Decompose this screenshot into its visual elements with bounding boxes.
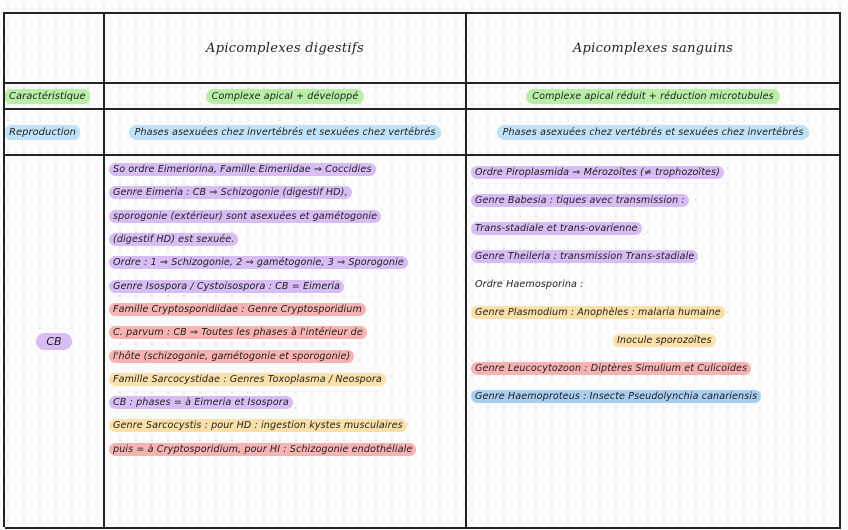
note-text: Genre Leucocytozoon : Diptères Simulium et Culicoïdes [471,362,751,375]
caracteristique-col1 [105,84,467,110]
note-text: Genre Sarcocystis : pour HD : ingestion kystes musculaires [109,419,407,432]
note-line [109,251,461,274]
caracteristique-col2-text: Complexe apical réduit + réduction microtubules [526,89,779,104]
note-text: puis = à Cryptosporidium, pour HI : Schizogonie endothéliale [109,443,416,456]
corner-cell [5,14,105,84]
note-line [471,158,835,186]
reproduction-col2 [467,110,841,156]
note-line [109,181,461,204]
note-line [471,354,835,382]
note-line [109,321,461,344]
row-label-cb [5,156,105,529]
reproduction-col1 [105,110,467,156]
note-line [109,438,461,461]
note-text: Genre Eimeria : CB ⇒ Schizogonie (digestif HD), [109,186,352,199]
note-line [471,186,835,214]
note-line [109,368,461,391]
note-text: Ordre Haemosporina : [475,278,584,290]
cb-col2 [467,156,841,529]
note-line [471,326,835,354]
note-text: Famille Cryptosporidiidae : Genre Cryptosporidium [109,303,366,316]
cb-col2-lines [467,156,839,412]
header-digestifs-text: Apicomplexes digestifs [206,40,364,56]
note-line [109,158,461,181]
note-line [471,242,835,270]
note-text: Famille Sarcocystidae : Genres Toxoplasma / Neospora [109,373,386,386]
note-line [471,270,835,298]
caracteristique-col1-text: Complexe apical + développé [206,89,365,104]
note-text: CB : phases = à Eimeria et Isospora [109,396,293,409]
note-text: l'hôte (schizogonie, gamétogonie et sporogonie) [109,350,354,363]
note-text: Ordre : 1 ⇒ Schizogonie, 2 ⇒ gamétogonie, 3 ⇒ Sporogonie [109,256,408,269]
header-digestifs [105,14,467,84]
note-line [109,344,461,367]
note-text: So ordre Eimeriorina, Famille Eimeriidae ⇒ Coccidies [109,163,376,176]
note-line [109,298,461,321]
note-line [109,391,461,414]
note-text: Genre Isospora / Cystoisospora : CB = Eimeria [109,280,344,293]
note-text: Genre Plasmodium : Anophèles : malaria humaine [471,306,725,319]
note-text: (digestif HD) est sexuée. [109,233,238,246]
cb-label: CB [36,333,71,350]
reproduction-col2-text: Phases asexuées chez vertébrés et sexuées chez invertébrés [497,125,810,140]
note-text: Ordre Piroplasmida ⇒ Mérozoïtes (≠ trophozoïtes) [471,166,724,179]
row-label-caracteristique [5,84,105,110]
note-text: Trans-stadiale et trans-ovarienne [471,222,642,235]
note-line [109,228,461,251]
header-sanguins-text: Apicomplexes sanguins [572,40,734,56]
note-line [109,274,461,297]
reproduction-col1-text: Phases asexuées chez invertébrés et sexuées chez vertébrés [129,125,442,140]
note-text: Genre Theileria : transmission Trans-stadiale [471,250,698,263]
header-sanguins [467,14,841,84]
note-text: Inocule sporozoïtes [613,334,716,347]
caracteristique-col2 [467,84,841,110]
note-text: sporogonie (extérieur) sont asexuées et gamétogonie [109,210,381,223]
note-text: Genre Haemoproteus : Insecte Pseudolynchia canariensis [471,390,761,403]
note-line [109,414,461,437]
comparison-table [3,12,841,527]
cb-col1-lines [105,156,465,463]
row-label-reproduction [5,110,105,156]
reproduction-label: Reproduction [5,125,80,140]
caracteristique-label: Caractéristique [5,89,90,104]
note-text: C. parvum : CB ⇒ Toutes les phases à l'intérieur de [109,326,367,339]
note-line [471,298,835,326]
note-text: Genre Babesia : tiques avec transmission : [471,194,689,207]
cb-col1 [105,156,467,529]
note-line [109,205,461,228]
note-line [471,214,835,242]
note-line [471,382,835,410]
